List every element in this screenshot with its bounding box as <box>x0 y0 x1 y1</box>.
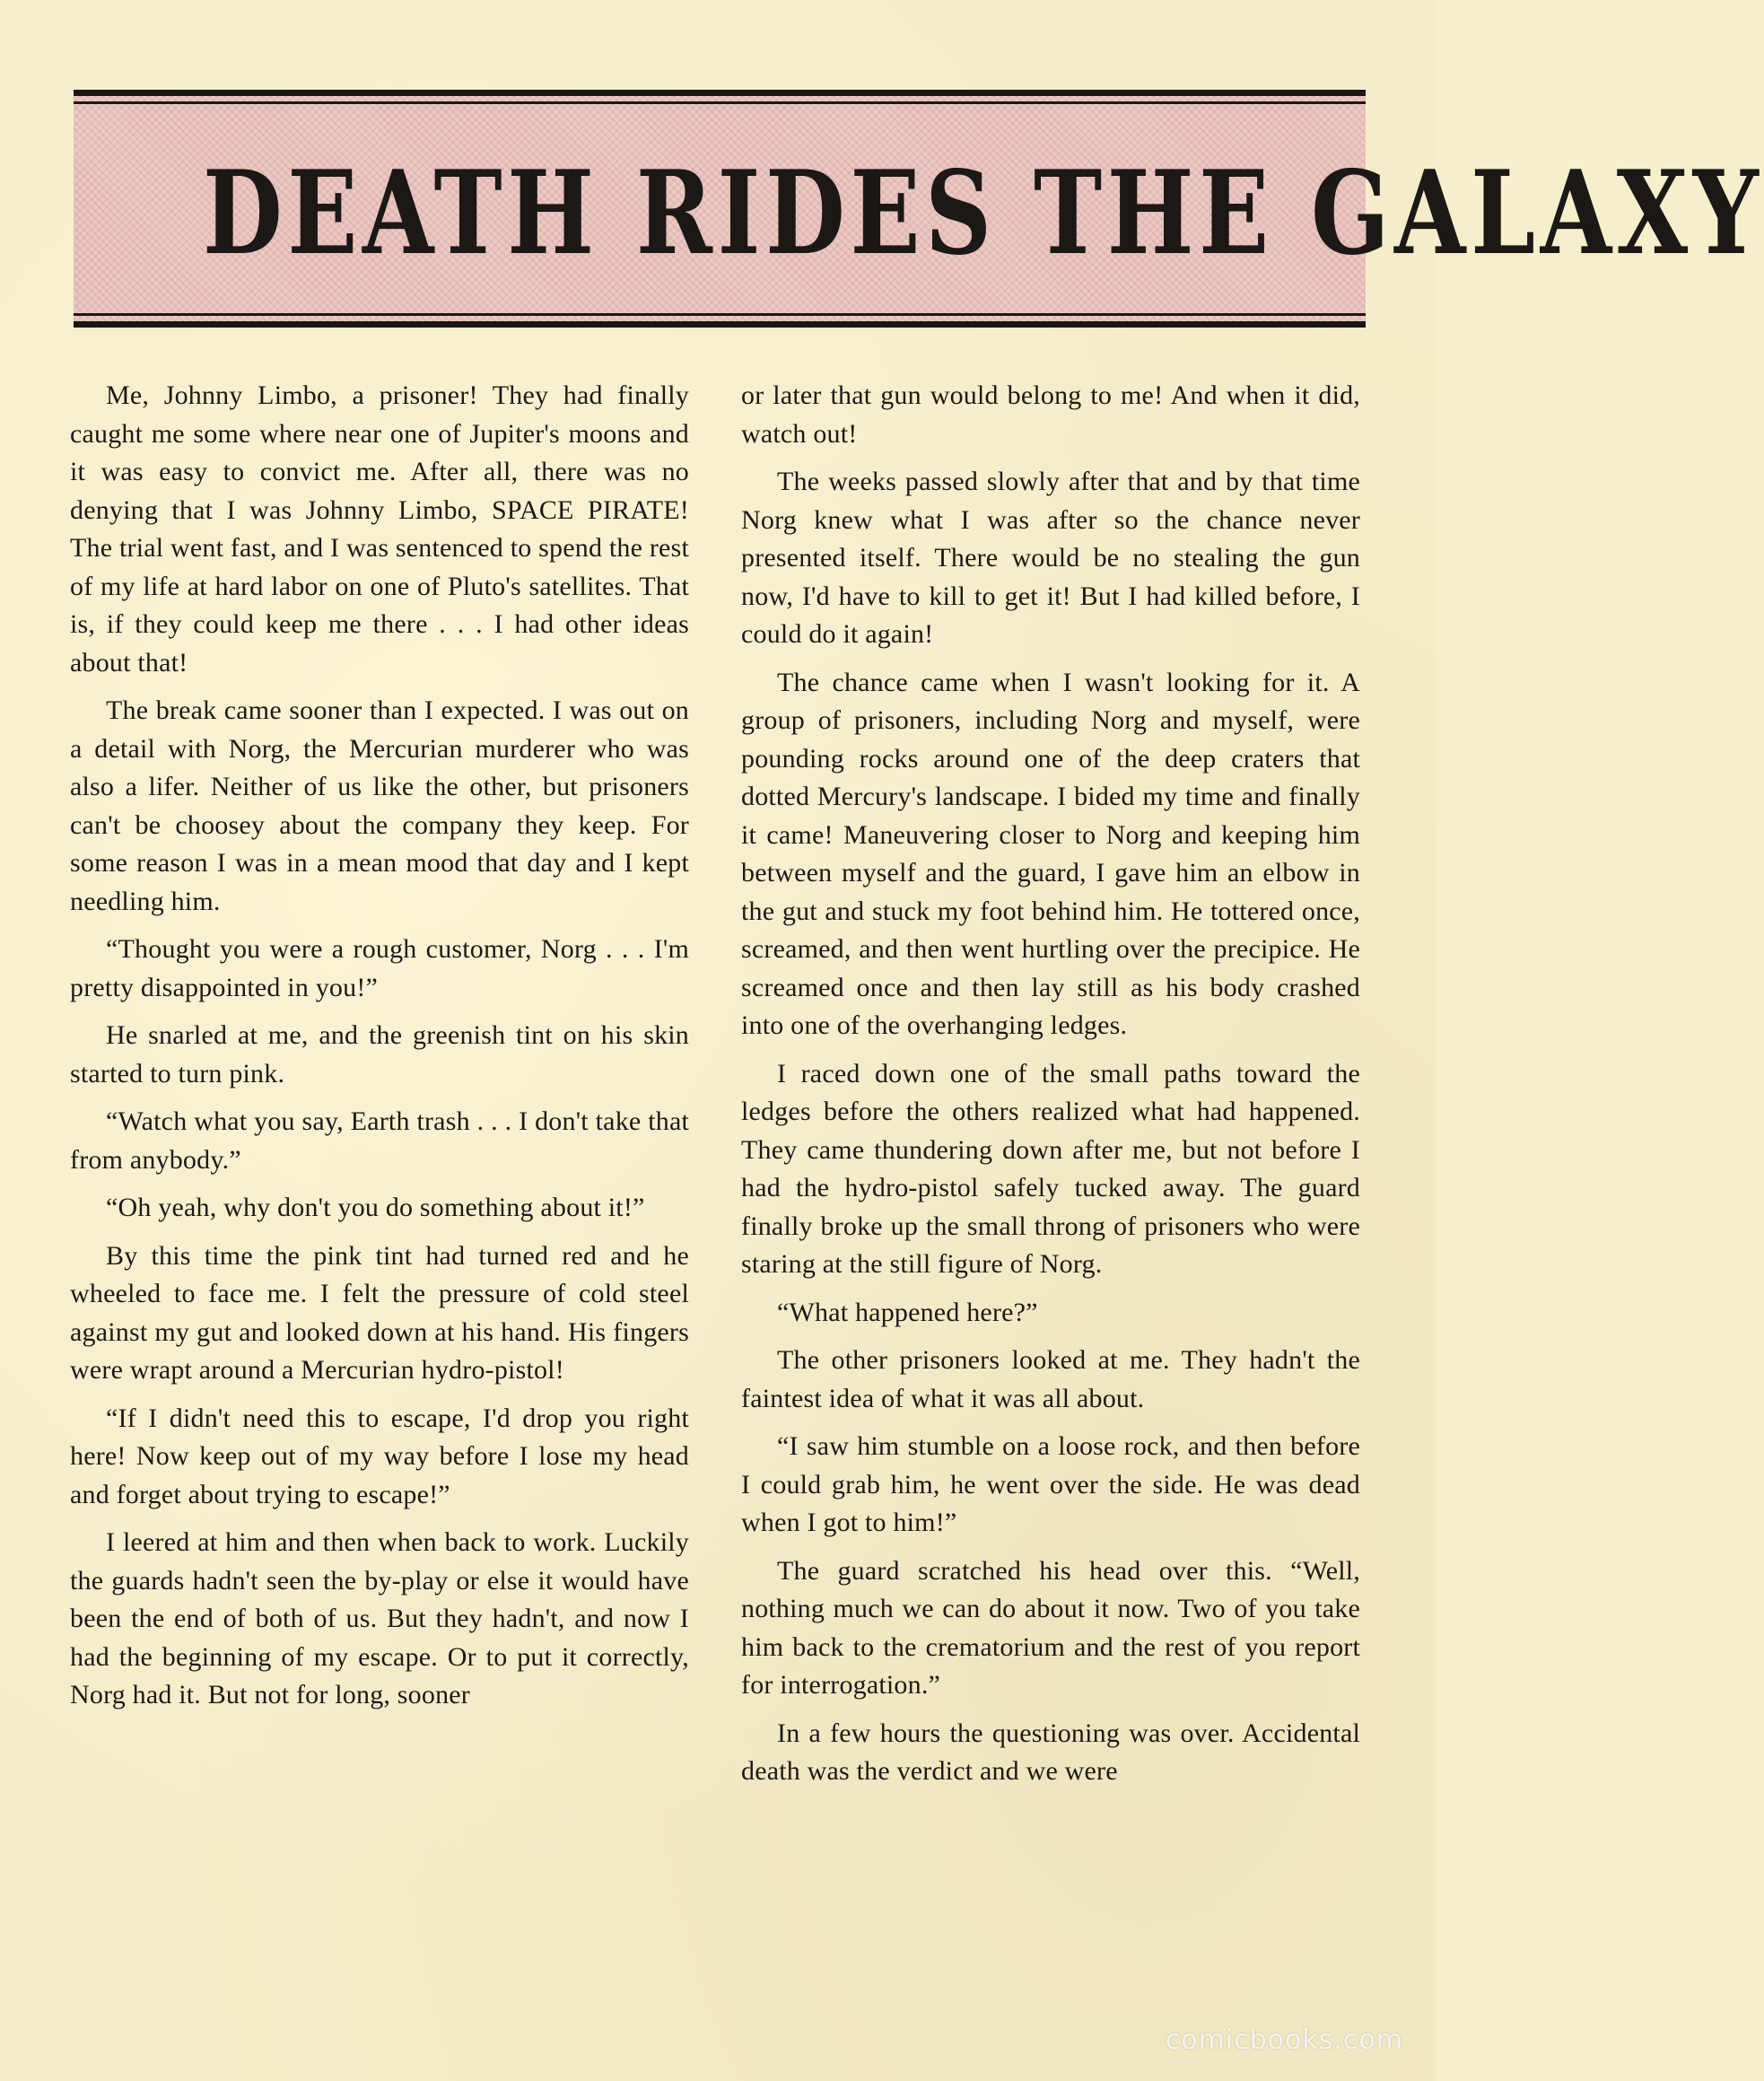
text-column-right <box>741 377 1360 1801</box>
paragraph: “Watch what you say, Earth trash . . . I don't take that from anybody.” <box>70 1106 689 1175</box>
paragraph: I leered at him and then when back to work. Luckily the guards hadn't seen the by-play or else it would have been the end of both of us. But they hadn't, and now I had the beginning of my escape. Or to put it correctly, Norg had it. But not for long, sooner <box>70 1527 689 1709</box>
paragraph: The other prisoners looked at me. They hadn't the faintest idea of what it was all about. <box>741 1345 1360 1413</box>
site-watermark: comicbooks.com <box>1165 2024 1403 2056</box>
paragraph: By this time the pink tint had turned red and he wheeled to face me. I felt the pressure of cold steel against my gut and looked down at his hand. His fingers were wrapt around a Mercurian hydro-pistol! <box>70 1240 689 1385</box>
title-rule-top-thin <box>74 101 1366 104</box>
paragraph: “If I didn't need this to escape, I'd drop you right here! Now keep out of my way before I lose my head and forget about trying to escape!” <box>70 1403 689 1509</box>
text-column-left <box>70 377 689 1725</box>
paragraph: “Oh yeah, why don't you do something about it!” <box>106 1193 645 1222</box>
paragraph: “What happened here?” <box>777 1297 1038 1327</box>
title-rule-bottom-thin <box>74 313 1366 316</box>
title-banner <box>74 90 1764 328</box>
paragraph: Me, Johnny Limbo, a prisoner! They had finally caught me some where near one of Jupiter's moons and it was easy to convict me. After all, there was no denying that I was Johnny Limbo, SPACE PIRATE! The trial went fast, and I was sentenced to spend the rest of my life at hard labor on one of Pluto's satellites. That is, if they could keep me there . . . I had other ideas about that! <box>70 380 689 678</box>
paragraph: I raced down one of the small paths toward the ledges before the others realized what had happened. They came thundering down after me, but not before I had the hydro-pistol safely tucked away. The guard finally broke up the small throng of prisoners who were staring at the still figure of Norg. <box>741 1058 1360 1279</box>
paragraph: The guard scratched his head over this. “Well, nothing much we can do about it now. Two of you take him back to the crematorium and the rest of you report for interrogation.” <box>741 1555 1360 1700</box>
paragraph: In a few hours the questioning was over. Accidental death was the verdict and we were <box>741 1718 1360 1786</box>
paragraph: The weeks passed slowly after that and by that time Norg knew what I was after so the chance never presented itself. There would be no stealing the gun now, I'd have to kill to get it! But I had killed before, I could do it again! <box>741 467 1360 649</box>
paragraph: “Thought you were a rough customer, Norg . . . I'm pretty disappointed in you!” <box>70 934 689 1002</box>
story-title: DEATH RIDES THE GALAXY <box>203 146 1764 281</box>
paragraph: The chance came when I wasn't looking for it. A group of prisoners, including Norg and myself, were pounding rocks around one of the deep craters that dotted Mercury's landscape. I bided my time and finally it came! Maneuvering closer to Norg and keeping him between myself and the guard, I gave him an elbow in the gut and stuck my foot behind him. He tottered once, screamed, and then went hurtling over the precipice. He screamed once and then lay still as his body crashed into one of the overhanging ledges. <box>741 667 1360 1040</box>
paragraph: “I saw him stumble on a loose rock, and then before I could grab him, he went over the side. He was dead when I got to him!” <box>741 1431 1360 1537</box>
paragraph: The break came sooner than I expected. I was out on a detail with Norg, the Mercurian murderer who was also a lifer. Neither of us like the other, but prisoners can't be choosey about the company they keep. For some reason I was in a mean mood that day and I kept needling him. <box>70 695 689 916</box>
title-rule-bottom-thick <box>74 321 1366 328</box>
paragraph-continuation: or later that gun would belong to me! And when it did, watch out! <box>741 380 1360 449</box>
paragraph: He snarled at me, and the greenish tint on his skin started to turn pink. <box>70 1020 689 1089</box>
title-rule-top-thick <box>74 90 1366 96</box>
